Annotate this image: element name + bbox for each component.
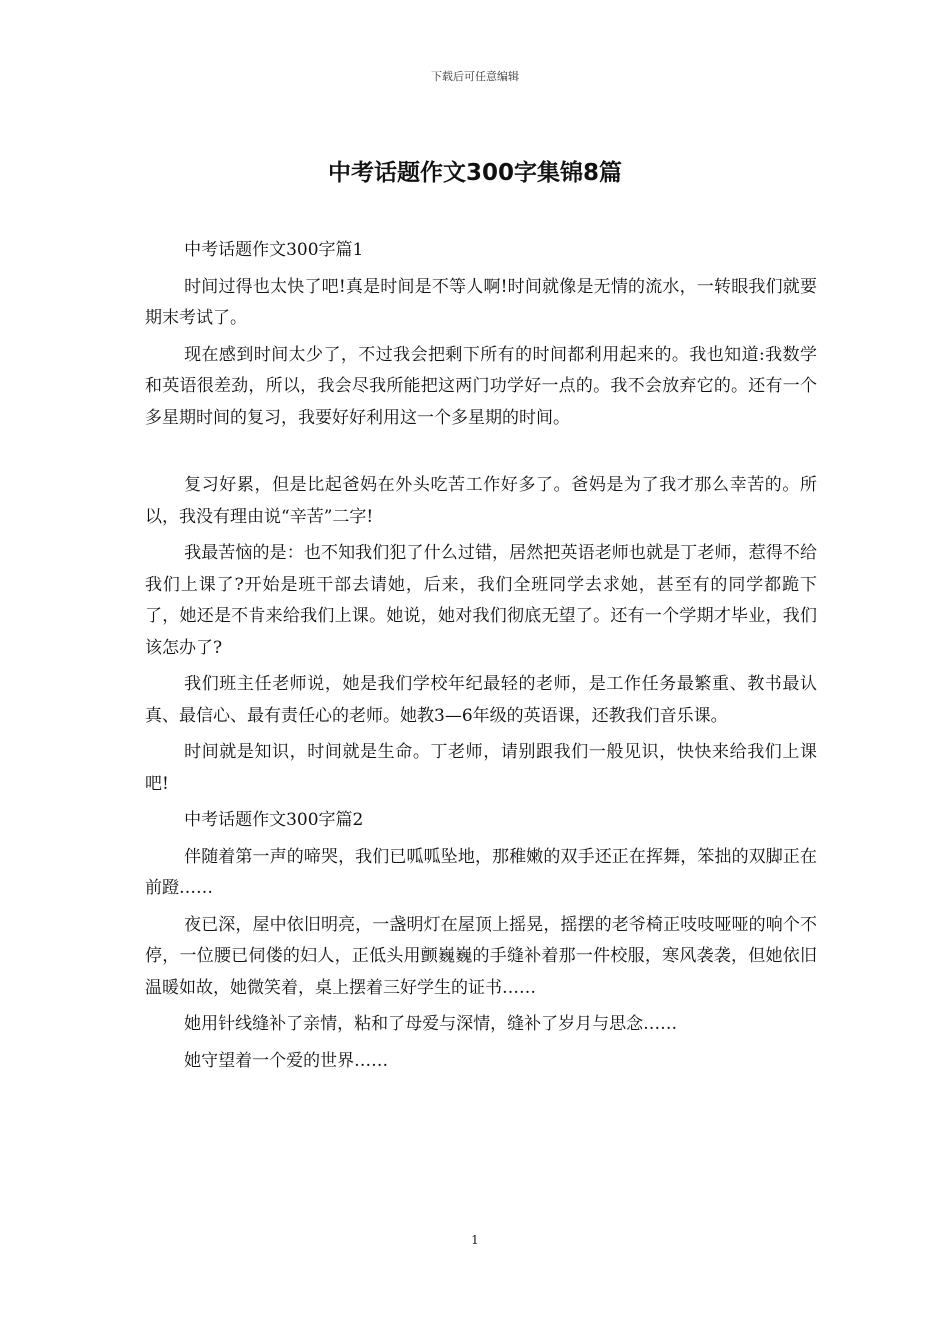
paragraph: 夜已深，屋中依旧明亮，一盏明灯在屋顶上摇晃，摇摆的老爷椅正吱吱哑哑的响个不停，一位腰已伺偻的妇人，正低头用颤巍巍的手缝补着那一件校服，寒风袭袭，但她依旧温暖如故，她微笑着，桌上摆着三好学生的证书…… xyxy=(145,914,817,998)
paragraph: 时间就是知识，时间就是生命。丁老师，请别跟我们一般见识，快快来给我们上课吧! xyxy=(145,742,817,794)
paragraph: 我最苦恼的是：也不知我们犯了什么过错，居然把英语老师也就是丁老师，惹得不给我们上课了?开始是班干部去请她，后来，我们全班同学去求她，甚至有的同学都跪下了，她还是不肯来给我们上课。她说，她对我们彻底无望了。还有一个学期才毕业，我们该怎办了? xyxy=(145,543,817,658)
paragraph: 伴随着第一声的啼哭，我们已呱呱坠地，那稚嫩的双手还正在挥舞，笨拙的双脚正在前蹬…… xyxy=(145,846,817,898)
page-header-note: 下载后可任意编辑 xyxy=(431,70,519,83)
paragraph: 复习好累，但是比起爸妈在外头吃苦工作好多了。爸妈是为了我才那么幸苦的。所以，我没有理由说“辛苦”二字! xyxy=(145,475,817,527)
paragraph: 现在感到时间太少了，不过我会把剩下所有的时间都利用起来的。我也知道:我数学和英语很差劲，所以，我会尽我所能把这两门功学好一点的。我不会放弃它的。还有一个多星期时间的复习，我要好好利用这一个多星期的时间。 xyxy=(145,344,817,428)
paragraph: 时间过得也太快了吧!真是时间是不等人啊!时间就像是无情的流水，一转眼我们就要期末考试了。 xyxy=(145,276,817,328)
section-heading-2: 中考话题作文300字篇2 xyxy=(184,810,364,830)
paragraph: 她守望着一个爱的世界…… xyxy=(184,1050,389,1071)
section-heading-1: 中考话题作文300字篇1 xyxy=(184,240,364,260)
page-number: 1 xyxy=(471,1233,479,1247)
paragraph: 她用针线缝补了亲情，粘和了母爱与深情，缝补了岁月与思念…… xyxy=(184,1014,678,1034)
paragraph: 我们班主任老师说，她是我们学校年纪最轻的老师，是工作任务最繁重、教书最认真、最信心、最有责任心的老师。她教3—6年级的英语课，还教我们音乐课。 xyxy=(145,674,817,726)
document-title: 中考话题作文300字集锦8篇 xyxy=(327,160,622,186)
document-body xyxy=(145,235,817,1082)
